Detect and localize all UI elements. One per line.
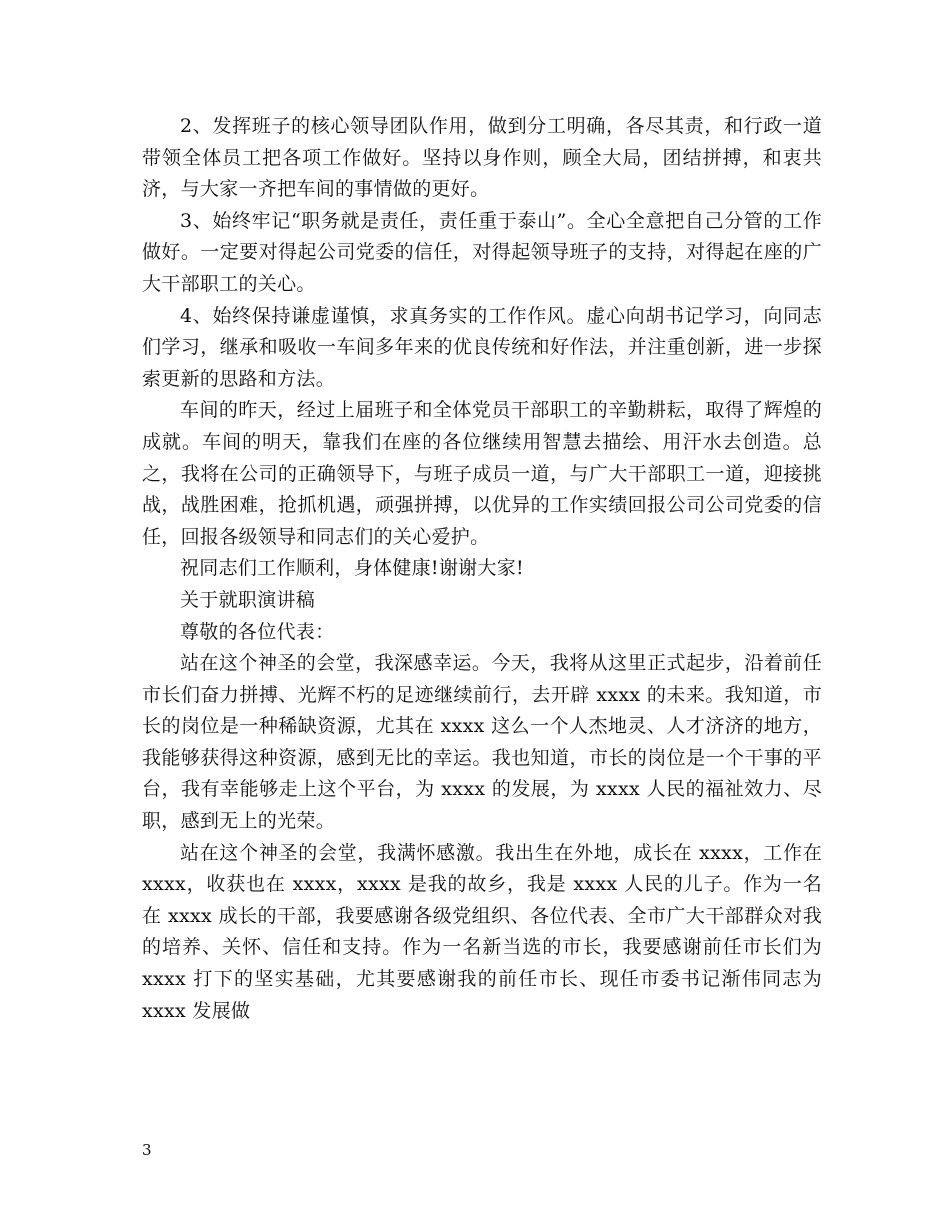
paragraph-grateful: 站在这个神圣的会堂，我满怀感激。我出生在外地，成长在 xxxx，工作在 xxxx，收获也在 xxxx，xxxx 是我的故乡，我是 xxxx 人民的儿子。作为一名在 xxxx 成长的干部，我要感谢各级党组织、各位代表、全市广大干部群众对我的培养、关怀、信任和支持。作为一名新当选的市长，我要感谢前任市长们为 xxxx 打下的坚实基础，尤其要感谢我的前任市长、现任市委书记渐伟同志为 xxxx 发展做 (142, 841, 822, 1022)
document-body (142, 111, 822, 1027)
paragraph-workshop-summary: 车间的昨天，经过上届班子和全体党员干部职工的辛勤耕耘，取得了辉煌的成就。车间的明天，靠我们在座的各位继续用智慧去描绘、用汗水去创造。总之，我将在公司的正确领导下，与班子成员一道，与广大干部职工一道，迎接挑战，战胜困难，抢抓机遇，顽强拼搏，以优异的工作实绩回报公司公司党委的信任，回报各级领导和同志们的关心爱护。 (142, 399, 822, 548)
paragraph-item-2: 2、发挥班子的核心领导团队作用，做到分工明确，各尽其责，和行政一道带领全体员工把各项工作做好。坚持以身作则，顾全大局，团结拼搏，和衷共济，与大家一齐把车间的事情做的更好。 (142, 115, 822, 201)
paragraph-fortunate: 站在这个神圣的会堂，我深感幸运。今天，我将从这里正式起步，沿着前任市长们奋力拼搏、光辉不朽的足迹继续前行，去开辟 xxxx 的未来。我知道，市长的岗位是一种稀缺资源，尤其在 xxxx 这么一个人杰地灵、人才济济的地方，我能够获得这种资源，感到无比的幸运。我也知道，市长的岗位是一个干事的平台，我有幸能够走上这个平台，为 xxxx 的发展，为 xxxx 人民的福祉效力、尽职，感到无上的光荣。 (142, 652, 822, 833)
page-number: 3 (142, 1141, 152, 1159)
salutation: 尊敬的各位代表： (180, 620, 335, 643)
paragraph-item-3: 3、始终牢记“职务就是责任，责任重于泰山”。全心全意把自己分管的工作做好。一定要对得起公司党委的信任，对得起领导班子的支持，对得起在座的广大干部职工的关心。 (142, 209, 822, 295)
section-title: 关于就职演讲稿 (180, 588, 316, 611)
paragraph-closing-wishes: 祝同志们工作顺利，身体健康!谢谢大家! (180, 557, 524, 580)
paragraph-item-4: 4、始终保持谦虚谨慎，求真务实的工作作风。虚心向胡书记学习，向同志们学习，继承和吸收一车间多年来的优良传统和好作法，并注重创新，进一步探索更新的思路和方法。 (142, 304, 822, 390)
